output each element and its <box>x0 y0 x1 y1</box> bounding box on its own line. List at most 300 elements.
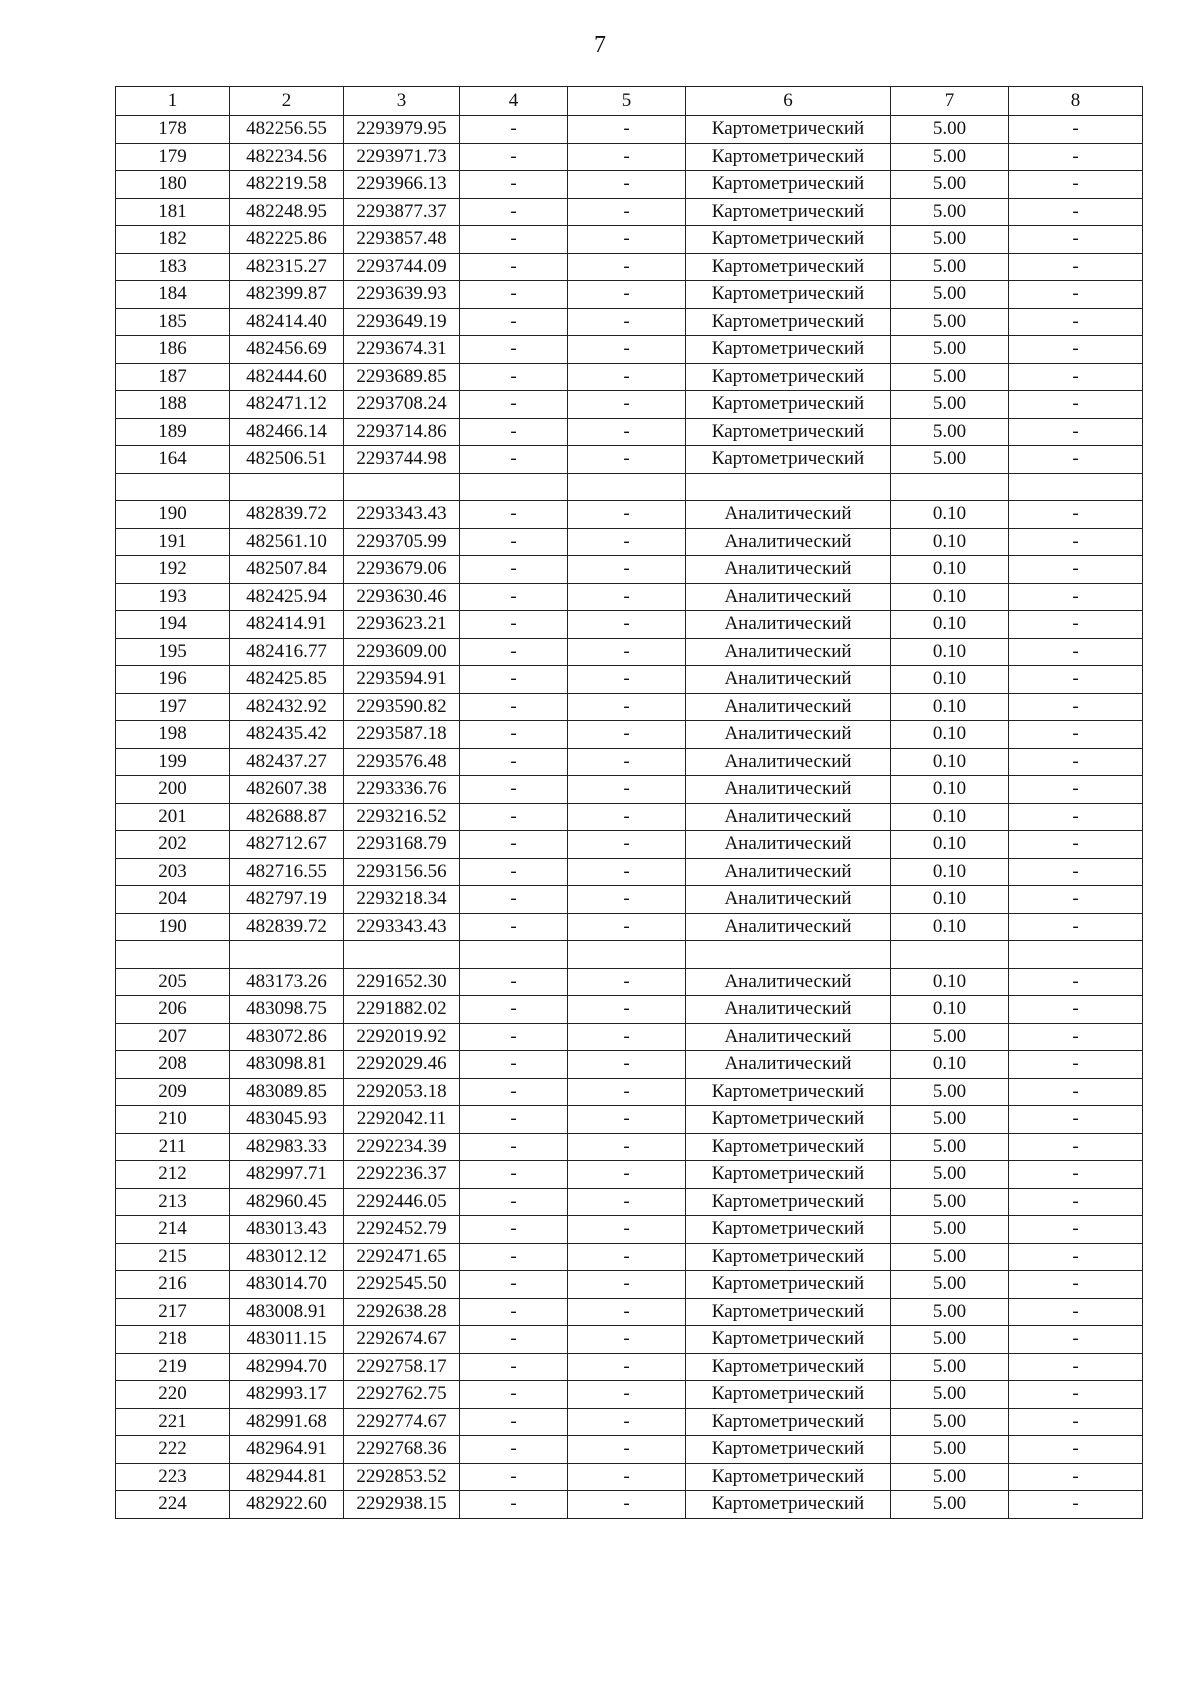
cell-x-coordinate: 482425.94 <box>230 583 344 611</box>
cell-col-5: - <box>568 363 686 391</box>
cell-point-number: 203 <box>116 858 230 886</box>
cell-x-coordinate: 483072.86 <box>230 1023 344 1051</box>
table-row <box>116 1161 1143 1189</box>
column-header-7: 7 <box>891 87 1009 116</box>
cell-col-4: - <box>460 143 568 171</box>
cell-col-5: - <box>568 1491 686 1519</box>
cell-point-number: 180 <box>116 171 230 199</box>
cell-x-coordinate: 482964.91 <box>230 1436 344 1464</box>
cell-point-number: 204 <box>116 886 230 914</box>
table-row <box>116 1298 1143 1326</box>
cell-col-5: - <box>568 1133 686 1161</box>
cell-col-4: - <box>460 1463 568 1491</box>
cell-point-number: 188 <box>116 391 230 419</box>
table-row <box>116 1381 1143 1409</box>
cell-y-coordinate: 2293966.13 <box>344 171 460 199</box>
cell-x-coordinate: 482991.68 <box>230 1408 344 1436</box>
cell-y-coordinate: 2293576.48 <box>344 748 460 776</box>
cell-precision: 5.00 <box>891 1491 1009 1519</box>
cell-col-8: - <box>1009 886 1143 914</box>
cell-col-8: - <box>1009 913 1143 941</box>
cell-method: Аналитический <box>686 913 891 941</box>
cell-col-5: - <box>568 198 686 226</box>
cell-precision: 0.10 <box>891 583 1009 611</box>
cell-y-coordinate: 2292762.75 <box>344 1381 460 1409</box>
cell-y-coordinate: 2293714.86 <box>344 418 460 446</box>
column-header-4: 4 <box>460 87 568 116</box>
cell-col-8: - <box>1009 1106 1143 1134</box>
cell-method: Аналитический <box>686 666 891 694</box>
cell-col-8: - <box>1009 363 1143 391</box>
column-header-3: 3 <box>344 87 460 116</box>
cell-x-coordinate: 482432.92 <box>230 693 344 721</box>
cell-col-8: - <box>1009 143 1143 171</box>
cell-precision: 5.00 <box>891 116 1009 144</box>
table-row <box>116 1216 1143 1244</box>
cell-x-coordinate: 483098.75 <box>230 996 344 1024</box>
cell-y-coordinate: 2292019.92 <box>344 1023 460 1051</box>
cell-col-4: - <box>460 1023 568 1051</box>
cell-precision: 5.00 <box>891 226 1009 254</box>
cell-col-4: - <box>460 556 568 584</box>
cell-y-coordinate: 2291882.02 <box>344 996 460 1024</box>
cell-method: Картометрический <box>686 198 891 226</box>
cell-col-5: - <box>568 171 686 199</box>
cell-col-8: - <box>1009 1408 1143 1436</box>
cell-point-number: 219 <box>116 1353 230 1381</box>
cell-point-number: 213 <box>116 1188 230 1216</box>
cell-col-5: - <box>568 501 686 529</box>
cell-method: Картометрический <box>686 1491 891 1519</box>
cell-y-coordinate: 2293587.18 <box>344 721 460 749</box>
cell-point-number: 186 <box>116 336 230 364</box>
cell-method: Аналитический <box>686 1051 891 1079</box>
cell-col-5 <box>568 473 686 501</box>
cell-point-number: 207 <box>116 1023 230 1051</box>
cell-x-coordinate: 482416.77 <box>230 638 344 666</box>
cell-x-coordinate: 483011.15 <box>230 1326 344 1354</box>
table-row <box>116 1023 1143 1051</box>
cell-method: Аналитический <box>686 776 891 804</box>
cell-col-5: - <box>568 831 686 859</box>
cell-y-coordinate: 2291652.30 <box>344 968 460 996</box>
cell-x-coordinate: 482444.60 <box>230 363 344 391</box>
cell-col-4: - <box>460 1188 568 1216</box>
cell-y-coordinate: 2292042.11 <box>344 1106 460 1134</box>
cell-col-8: - <box>1009 171 1143 199</box>
cell-col-8: - <box>1009 1243 1143 1271</box>
cell-col-4: - <box>460 996 568 1024</box>
cell-col-4: - <box>460 1353 568 1381</box>
cell-method: Аналитический <box>686 1023 891 1051</box>
cell-method: Картометрический <box>686 1381 891 1409</box>
cell-col-8: - <box>1009 1161 1143 1189</box>
cell-y-coordinate: 2292471.65 <box>344 1243 460 1271</box>
cell-col-5: - <box>568 1188 686 1216</box>
cell-method: Картометрический <box>686 1436 891 1464</box>
cell-x-coordinate: 482399.87 <box>230 281 344 309</box>
cell-x-coordinate: 483012.12 <box>230 1243 344 1271</box>
cell-x-coordinate: 482561.10 <box>230 528 344 556</box>
table-row <box>116 528 1143 556</box>
cell-precision: 5.00 <box>891 1408 1009 1436</box>
table-row <box>116 666 1143 694</box>
cell-y-coordinate: 2293623.21 <box>344 611 460 639</box>
cell-x-coordinate: 482839.72 <box>230 913 344 941</box>
cell-point-number: 220 <box>116 1381 230 1409</box>
cell-precision: 5.00 <box>891 1326 1009 1354</box>
cell-col-4 <box>460 473 568 501</box>
table-row <box>116 1106 1143 1134</box>
cell-method: Аналитический <box>686 886 891 914</box>
cell-col-5: - <box>568 1298 686 1326</box>
cell-point-number: 193 <box>116 583 230 611</box>
cell-col-5: - <box>568 1106 686 1134</box>
cell-col-8: - <box>1009 1326 1143 1354</box>
cell-y-coordinate: 2293979.95 <box>344 116 460 144</box>
table-row <box>116 226 1143 254</box>
cell-y-coordinate: 2293216.52 <box>344 803 460 831</box>
cell-precision: 0.10 <box>891 556 1009 584</box>
cell-col-4: - <box>460 336 568 364</box>
cell-y-coordinate: 2293156.56 <box>344 858 460 886</box>
cell-col-8: - <box>1009 281 1143 309</box>
cell-x-coordinate <box>230 473 344 501</box>
cell-precision: 5.00 <box>891 336 1009 364</box>
cell-y-coordinate: 2293877.37 <box>344 198 460 226</box>
cell-col-8: - <box>1009 748 1143 776</box>
cell-col-5: - <box>568 611 686 639</box>
cell-col-8: - <box>1009 611 1143 639</box>
cell-point-number: 190 <box>116 913 230 941</box>
table-row <box>116 996 1143 1024</box>
cell-point-number: 185 <box>116 308 230 336</box>
cell-precision: 5.00 <box>891 1436 1009 1464</box>
cell-y-coordinate: 2292545.50 <box>344 1271 460 1299</box>
cell-precision: 5.00 <box>891 281 1009 309</box>
cell-x-coordinate: 482797.19 <box>230 886 344 914</box>
cell-col-4: - <box>460 1133 568 1161</box>
cell-precision: 0.10 <box>891 748 1009 776</box>
cell-col-8: - <box>1009 1463 1143 1491</box>
cell-method <box>686 473 891 501</box>
cell-col-4: - <box>460 721 568 749</box>
cell-precision: 0.10 <box>891 886 1009 914</box>
cell-x-coordinate: 482944.81 <box>230 1463 344 1491</box>
cell-x-coordinate: 482425.85 <box>230 666 344 694</box>
cell-x-coordinate: 482219.58 <box>230 171 344 199</box>
cell-precision: 5.00 <box>891 1298 1009 1326</box>
cell-col-8: - <box>1009 1298 1143 1326</box>
cell-y-coordinate: 2293971.73 <box>344 143 460 171</box>
table-row <box>116 748 1143 776</box>
cell-x-coordinate: 482839.72 <box>230 501 344 529</box>
cell-precision: 0.10 <box>891 913 1009 941</box>
cell-col-5: - <box>568 913 686 941</box>
cell-x-coordinate: 482225.86 <box>230 226 344 254</box>
cell-method: Аналитический <box>686 748 891 776</box>
cell-precision: 0.10 <box>891 666 1009 694</box>
header-row <box>116 87 1143 116</box>
cell-point-number: 217 <box>116 1298 230 1326</box>
cell-col-8: - <box>1009 1271 1143 1299</box>
cell-precision: 5.00 <box>891 1353 1009 1381</box>
cell-point-number: 183 <box>116 253 230 281</box>
cell-point-number: 189 <box>116 418 230 446</box>
table-row <box>116 363 1143 391</box>
cell-col-8: - <box>1009 446 1143 474</box>
cell-col-4: - <box>460 1381 568 1409</box>
cell-col-8: - <box>1009 803 1143 831</box>
table-row <box>116 1408 1143 1436</box>
cell-y-coordinate <box>344 941 460 969</box>
cell-col-8: - <box>1009 116 1143 144</box>
cell-method: Картометрический <box>686 281 891 309</box>
table-row <box>116 281 1143 309</box>
cell-col-4: - <box>460 693 568 721</box>
cell-col-5: - <box>568 1353 686 1381</box>
cell-x-coordinate: 482960.45 <box>230 1188 344 1216</box>
cell-col-4: - <box>460 171 568 199</box>
cell-col-4: - <box>460 446 568 474</box>
cell-col-8: - <box>1009 858 1143 886</box>
cell-col-5: - <box>568 1271 686 1299</box>
cell-y-coordinate: 2293689.85 <box>344 363 460 391</box>
cell-precision: 5.00 <box>891 1023 1009 1051</box>
cell-method: Картометрический <box>686 1463 891 1491</box>
cell-method: Картометрический <box>686 143 891 171</box>
cell-precision: 0.10 <box>891 858 1009 886</box>
cell-method: Картометрический <box>686 1271 891 1299</box>
cell-x-coordinate: 483014.70 <box>230 1271 344 1299</box>
cell-col-8: - <box>1009 1353 1143 1381</box>
table-row <box>116 1491 1143 1519</box>
cell-method: Картометрический <box>686 308 891 336</box>
cell-col-5: - <box>568 1463 686 1491</box>
cell-y-coordinate: 2292234.39 <box>344 1133 460 1161</box>
table-row <box>116 1326 1143 1354</box>
cell-point-number: 211 <box>116 1133 230 1161</box>
cell-method: Аналитический <box>686 611 891 639</box>
cell-y-coordinate: 2292029.46 <box>344 1051 460 1079</box>
separator-row <box>116 941 1143 969</box>
cell-point-number: 198 <box>116 721 230 749</box>
cell-method: Аналитический <box>686 996 891 1024</box>
cell-col-5: - <box>568 1078 686 1106</box>
cell-method: Картометрический <box>686 1106 891 1134</box>
cell-precision: 0.10 <box>891 968 1009 996</box>
table-row <box>116 803 1143 831</box>
cell-precision <box>891 941 1009 969</box>
cell-x-coordinate: 482437.27 <box>230 748 344 776</box>
cell-col-4: - <box>460 1491 568 1519</box>
cell-precision: 0.10 <box>891 996 1009 1024</box>
cell-col-8: - <box>1009 308 1143 336</box>
cell-x-coordinate: 482435.42 <box>230 721 344 749</box>
cell-x-coordinate: 483173.26 <box>230 968 344 996</box>
cell-precision: 0.10 <box>891 638 1009 666</box>
cell-col-4: - <box>460 116 568 144</box>
cell-precision: 5.00 <box>891 1133 1009 1161</box>
cell-col-5: - <box>568 721 686 749</box>
cell-point-number: 201 <box>116 803 230 831</box>
column-header-1: 1 <box>116 87 230 116</box>
cell-point-number: 179 <box>116 143 230 171</box>
cell-col-5: - <box>568 1243 686 1271</box>
cell-col-4: - <box>460 1408 568 1436</box>
cell-precision: 5.00 <box>891 1188 1009 1216</box>
cell-x-coordinate: 483098.81 <box>230 1051 344 1079</box>
cell-col-8: - <box>1009 693 1143 721</box>
cell-x-coordinate: 482997.71 <box>230 1161 344 1189</box>
cell-method: Картометрический <box>686 116 891 144</box>
cell-col-5: - <box>568 226 686 254</box>
cell-col-8: - <box>1009 253 1143 281</box>
cell-y-coordinate: 2293639.93 <box>344 281 460 309</box>
cell-col-5: - <box>568 996 686 1024</box>
cell-col-5: - <box>568 1023 686 1051</box>
cell-x-coordinate: 482256.55 <box>230 116 344 144</box>
cell-y-coordinate: 2292774.67 <box>344 1408 460 1436</box>
cell-precision: 0.10 <box>891 776 1009 804</box>
cell-method: Картометрический <box>686 171 891 199</box>
cell-point-number: 190 <box>116 501 230 529</box>
cell-col-4: - <box>460 611 568 639</box>
cell-precision: 5.00 <box>891 308 1009 336</box>
cell-precision: 5.00 <box>891 1216 1009 1244</box>
cell-col-8: - <box>1009 418 1143 446</box>
cell-precision: 5.00 <box>891 1078 1009 1106</box>
cell-x-coordinate: 482983.33 <box>230 1133 344 1161</box>
column-header-6: 6 <box>686 87 891 116</box>
cell-method: Аналитический <box>686 693 891 721</box>
cell-method: Аналитический <box>686 831 891 859</box>
cell-point-number: 181 <box>116 198 230 226</box>
cell-precision: 0.10 <box>891 611 1009 639</box>
cell-method: Картометрический <box>686 391 891 419</box>
cell-x-coordinate: 482248.95 <box>230 198 344 226</box>
cell-y-coordinate: 2292768.36 <box>344 1436 460 1464</box>
cell-col-5: - <box>568 1216 686 1244</box>
cell-precision: 0.10 <box>891 721 1009 749</box>
cell-precision: 5.00 <box>891 143 1009 171</box>
cell-col-8: - <box>1009 968 1143 996</box>
cell-col-8: - <box>1009 721 1143 749</box>
cell-col-4: - <box>460 1216 568 1244</box>
cell-y-coordinate: 2293594.91 <box>344 666 460 694</box>
cell-precision: 5.00 <box>891 1381 1009 1409</box>
cell-y-coordinate <box>344 473 460 501</box>
cell-method: Картометрический <box>686 1408 891 1436</box>
cell-col-5: - <box>568 803 686 831</box>
cell-col-5: - <box>568 666 686 694</box>
cell-col-8: - <box>1009 226 1143 254</box>
cell-col-4: - <box>460 831 568 859</box>
cell-method: Картометрический <box>686 1326 891 1354</box>
cell-col-4: - <box>460 281 568 309</box>
cell-col-5: - <box>568 1408 686 1436</box>
cell-precision: 5.00 <box>891 1463 1009 1491</box>
table-row <box>116 1436 1143 1464</box>
table-row <box>116 1051 1143 1079</box>
cell-col-8: - <box>1009 1078 1143 1106</box>
cell-precision: 0.10 <box>891 693 1009 721</box>
cell-point-number: 187 <box>116 363 230 391</box>
table-row <box>116 968 1143 996</box>
cell-point-number: 196 <box>116 666 230 694</box>
cell-col-8: - <box>1009 583 1143 611</box>
cell-col-4: - <box>460 391 568 419</box>
cell-col-8: - <box>1009 1436 1143 1464</box>
cell-precision: 0.10 <box>891 803 1009 831</box>
cell-method: Картометрический <box>686 253 891 281</box>
cell-x-coordinate: 483089.85 <box>230 1078 344 1106</box>
cell-col-4: - <box>460 528 568 556</box>
cell-method: Картометрический <box>686 1078 891 1106</box>
cell-col-5: - <box>568 776 686 804</box>
cell-precision: 5.00 <box>891 1243 1009 1271</box>
cell-col-4: - <box>460 803 568 831</box>
cell-precision: 0.10 <box>891 501 1009 529</box>
table-row <box>116 1271 1143 1299</box>
table-row <box>116 611 1143 639</box>
cell-y-coordinate: 2292674.67 <box>344 1326 460 1354</box>
cell-method: Аналитический <box>686 803 891 831</box>
cell-point-number: 182 <box>116 226 230 254</box>
cell-y-coordinate: 2293630.46 <box>344 583 460 611</box>
cell-col-4: - <box>460 858 568 886</box>
cell-point-number: 199 <box>116 748 230 776</box>
table-row <box>116 721 1143 749</box>
cell-x-coordinate: 482506.51 <box>230 446 344 474</box>
cell-col-5: - <box>568 638 686 666</box>
cell-col-5: - <box>568 116 686 144</box>
table-row <box>116 116 1143 144</box>
cell-y-coordinate: 2293679.06 <box>344 556 460 584</box>
cell-col-5: - <box>568 418 686 446</box>
table-row <box>116 336 1143 364</box>
cell-col-5: - <box>568 1051 686 1079</box>
cell-x-coordinate: 482414.40 <box>230 308 344 336</box>
cell-method: Картометрический <box>686 446 891 474</box>
cell-point-number: 214 <box>116 1216 230 1244</box>
cell-x-coordinate: 482507.84 <box>230 556 344 584</box>
cell-col-4: - <box>460 1326 568 1354</box>
cell-col-5: - <box>568 143 686 171</box>
cell-point-number: 212 <box>116 1161 230 1189</box>
cell-point-number: 191 <box>116 528 230 556</box>
cell-precision: 5.00 <box>891 418 1009 446</box>
cell-x-coordinate: 482993.17 <box>230 1381 344 1409</box>
cell-col-8: - <box>1009 1216 1143 1244</box>
cell-col-4: - <box>460 308 568 336</box>
cell-x-coordinate: 482456.69 <box>230 336 344 364</box>
cell-method: Аналитический <box>686 968 891 996</box>
cell-point-number: 208 <box>116 1051 230 1079</box>
cell-col-4: - <box>460 1271 568 1299</box>
cell-x-coordinate: 483045.93 <box>230 1106 344 1134</box>
cell-col-4: - <box>460 748 568 776</box>
cell-point-number: 221 <box>116 1408 230 1436</box>
cell-col-4: - <box>460 1078 568 1106</box>
table-row <box>116 638 1143 666</box>
cell-precision: 5.00 <box>891 198 1009 226</box>
cell-col-4: - <box>460 363 568 391</box>
table-row <box>116 831 1143 859</box>
cell-point-number: 200 <box>116 776 230 804</box>
cell-point-number: 164 <box>116 446 230 474</box>
cell-y-coordinate: 2293744.98 <box>344 446 460 474</box>
